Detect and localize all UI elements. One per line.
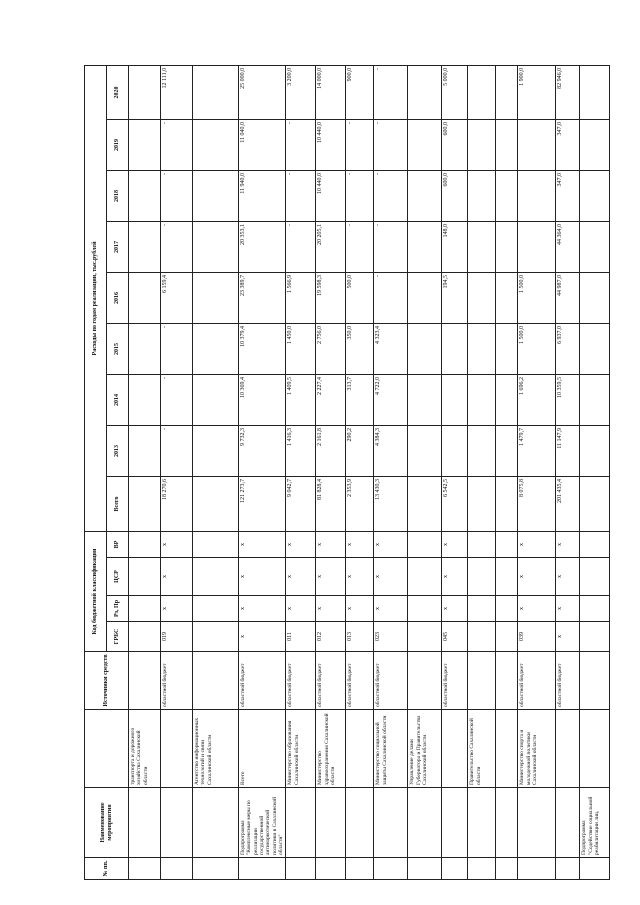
cell-2014: 10 369,4 — [239, 374, 286, 425]
cell-2013 — [129, 425, 161, 476]
cell-rzpr: х — [346, 596, 374, 622]
header-name: Наименование мероприятия — [85, 788, 129, 858]
cell-2014: 1 409,5 — [286, 374, 316, 425]
cell-2019: - — [161, 119, 193, 170]
header-year-2018: 2018 — [107, 170, 129, 221]
cell-csr: х — [556, 558, 580, 596]
cell-2013 — [408, 425, 442, 476]
cell-2018 — [580, 170, 610, 221]
cell-csr: х — [316, 558, 346, 596]
cell-csr: х — [161, 558, 193, 596]
cell-csr — [580, 558, 610, 596]
cell-source — [580, 652, 610, 710]
cell-executor: Министерство спорта и молодежной политики Сахалинской области — [518, 710, 556, 788]
cell-vr: х — [442, 531, 468, 557]
cell-2019: - — [346, 119, 374, 170]
cell-2019 — [518, 119, 556, 170]
cell-2020 — [580, 65, 610, 119]
cell-rzpr — [193, 596, 239, 622]
cell-vr: х — [518, 531, 556, 557]
cell-source — [193, 652, 239, 710]
cell-2017: - — [161, 221, 193, 272]
cell-2016 — [408, 272, 442, 323]
table-row — [556, 65, 580, 879]
table-row — [161, 65, 193, 879]
cell-2016: 1 500,0 — [518, 272, 556, 323]
cell-executor: Министерство здравоохранения Сахалинской области — [316, 710, 346, 788]
cell-rzpr — [408, 596, 442, 622]
cell-name — [193, 788, 239, 858]
table-row — [518, 65, 556, 879]
cell-2018: 347,0 — [556, 170, 580, 221]
cell-grbs — [193, 622, 239, 652]
table-body — [129, 65, 610, 879]
cell-2013: 1 479,7 — [518, 425, 556, 476]
cell-vr — [193, 531, 239, 557]
cell-executor — [580, 710, 610, 788]
cell-2018 — [518, 170, 556, 221]
cell-name — [468, 788, 496, 858]
cell-source — [468, 652, 496, 710]
cell-2020 — [468, 65, 496, 119]
cell-source — [408, 652, 442, 710]
cell-executor — [496, 710, 518, 788]
cell-2013 — [442, 425, 468, 476]
cell-2017: - — [346, 221, 374, 272]
cell-vr — [580, 531, 610, 557]
cell-vr: х — [239, 531, 286, 557]
header-grbs: ГРБС — [107, 622, 129, 652]
cell-rzpr — [496, 596, 518, 622]
cell-2016: - — [374, 272, 408, 323]
cell-grbs: 023 — [374, 622, 408, 652]
cell-2018: 11 940,0 — [239, 170, 286, 221]
cell-2013 — [468, 425, 496, 476]
cell-2019 — [408, 119, 442, 170]
cell-2016: 194,5 — [442, 272, 468, 323]
cell-executor: Управление делами Губернатора и Правительства Сахалинской области — [408, 710, 442, 788]
cell-name — [161, 788, 193, 858]
cell-no — [408, 858, 442, 880]
header-year-2015: 2015 — [107, 323, 129, 374]
cell-vr: х — [556, 531, 580, 557]
cell-2016: 1 566,9 — [286, 272, 316, 323]
table-row — [129, 65, 161, 879]
cell-2015: 350,0 — [346, 323, 374, 374]
cell-total: 81 828,4 — [316, 476, 346, 531]
cell-2019: 347,0 — [556, 119, 580, 170]
cell-2015 — [408, 323, 442, 374]
cell-total — [580, 476, 610, 531]
cell-executor: Агентство информационных технологий и связи Сахалинской области — [193, 710, 239, 788]
cell-2017: 20 353,1 — [239, 221, 286, 272]
cell-total: 9 042,7 — [286, 476, 316, 531]
cell-csr: х — [239, 558, 286, 596]
cell-csr — [193, 558, 239, 596]
header-executor — [85, 710, 129, 788]
cell-csr: х — [286, 558, 316, 596]
cell-total — [408, 476, 442, 531]
cell-2016 — [468, 272, 496, 323]
cell-grbs — [468, 622, 496, 652]
cell-2016 — [129, 272, 161, 323]
cell-2013: 1 416,3 — [286, 425, 316, 476]
header-year-2017: 2017 — [107, 221, 129, 272]
cell-csr: х — [442, 558, 468, 596]
cell-2016: 44 987,0 — [556, 272, 580, 323]
cell-2014 — [496, 374, 518, 425]
table-row — [374, 65, 408, 879]
cell-name — [408, 788, 442, 858]
cell-2013: - — [161, 425, 193, 476]
cell-2015: 1 450,0 — [286, 323, 316, 374]
cell-csr: х — [518, 558, 556, 596]
cell-2019 — [496, 119, 518, 170]
cell-2017: - — [286, 221, 316, 272]
cell-2019: - — [374, 119, 408, 170]
cell-total — [193, 476, 239, 531]
cell-2018: 10 440,0 — [316, 170, 346, 221]
cell-2015 — [442, 323, 468, 374]
cell-grbs: 011 — [286, 622, 316, 652]
cell-source: областной бюджет — [286, 652, 316, 710]
header-source: Источники средств — [85, 652, 129, 710]
cell-2018: - — [161, 170, 193, 221]
cell-vr — [408, 531, 442, 557]
cell-2017 — [496, 221, 518, 272]
table-row — [239, 65, 286, 879]
header-year-2016: 2016 — [107, 272, 129, 323]
cell-2020: 25 000,0 — [239, 65, 286, 119]
cell-csr — [408, 558, 442, 596]
cell-2020: 14 000,0 — [316, 65, 346, 119]
cell-2014: 2 227,4 — [316, 374, 346, 425]
cell-2015 — [193, 323, 239, 374]
cell-2014: 4 722,0 — [374, 374, 408, 425]
cell-2020: 900,0 — [346, 65, 374, 119]
cell-2015 — [468, 323, 496, 374]
header-csr: ЦСР — [107, 558, 129, 596]
cell-name — [496, 788, 518, 858]
cell-2015 — [129, 323, 161, 374]
cell-total — [129, 476, 161, 531]
cell-vr: х — [316, 531, 346, 557]
header-row-1 — [85, 65, 107, 879]
cell-source: областной бюджет — [518, 652, 556, 710]
cell-2020: - — [374, 65, 408, 119]
cell-vr — [468, 531, 496, 557]
cell-total — [468, 476, 496, 531]
cell-grbs: 019 — [161, 622, 193, 652]
cell-source: областной бюджет — [316, 652, 346, 710]
cell-csr — [468, 558, 496, 596]
cell-2013: 9 732,3 — [239, 425, 286, 476]
header-classification: Код бюджетной классификации — [85, 531, 107, 651]
cell-rzpr — [129, 596, 161, 622]
cell-2020: 1 900,0 — [518, 65, 556, 119]
cell-source: областной бюджет — [556, 652, 580, 710]
rotated-table-wrapper — [84, 65, 600, 880]
cell-2013 — [496, 425, 518, 476]
cell-no — [374, 858, 408, 880]
cell-total: 13 430,3 — [374, 476, 408, 531]
cell-2016: 19 598,3 — [316, 272, 346, 323]
cell-2019 — [129, 119, 161, 170]
cell-grbs — [580, 622, 610, 652]
cell-rzpr: х — [556, 596, 580, 622]
cell-2020 — [408, 65, 442, 119]
cell-2019 — [193, 119, 239, 170]
cell-source: областной бюджет — [442, 652, 468, 710]
cell-executor: Министерство образования Сахалинской области — [286, 710, 316, 788]
cell-source: областной бюджет — [374, 652, 408, 710]
cell-rzpr: х — [442, 596, 468, 622]
cell-2018 — [408, 170, 442, 221]
cell-grbs: х — [556, 622, 580, 652]
cell-2013 — [193, 425, 239, 476]
cell-csr — [129, 558, 161, 596]
cell-executor: Министерство социальной защиты Сахалинской области — [374, 710, 408, 788]
cell-2017: 148,0 — [442, 221, 468, 272]
cell-2015: 4 323,4 — [374, 323, 408, 374]
cell-name — [316, 788, 346, 858]
cell-2015 — [496, 323, 518, 374]
cell-2014 — [129, 374, 161, 425]
cell-vr: х — [161, 531, 193, 557]
header-year-2014: 2014 — [107, 374, 129, 425]
cell-2017: 44 364,0 — [556, 221, 580, 272]
header-year-2019: 2019 — [107, 119, 129, 170]
header-vr: ВР — [107, 531, 129, 557]
cell-grbs: 045 — [442, 622, 468, 652]
cell-no — [346, 858, 374, 880]
cell-grbs: х — [239, 622, 286, 652]
cell-executor — [161, 710, 193, 788]
cell-rzpr: х — [518, 596, 556, 622]
cell-vr: х — [286, 531, 316, 557]
cell-no — [239, 858, 286, 880]
cell-no — [193, 858, 239, 880]
cell-no — [161, 858, 193, 880]
cell-2019: 600,0 — [442, 119, 468, 170]
table-row — [468, 65, 496, 879]
budget-table — [84, 65, 610, 880]
cell-name — [129, 788, 161, 858]
cell-no — [496, 858, 518, 880]
cell-executor: Всего — [239, 710, 286, 788]
cell-2017 — [468, 221, 496, 272]
cell-2018: - — [346, 170, 374, 221]
cell-source: областной бюджет — [161, 652, 193, 710]
table-row — [286, 65, 316, 879]
cell-rzpr: х — [161, 596, 193, 622]
cell-rzpr: х — [239, 596, 286, 622]
cell-2019: 11 040,0 — [239, 119, 286, 170]
cell-vr: х — [346, 531, 374, 557]
cell-grbs: 013 — [346, 622, 374, 652]
cell-vr: х — [374, 531, 408, 557]
cell-grbs: 012 — [316, 622, 346, 652]
cell-2016 — [496, 272, 518, 323]
cell-total: 8 075,8 — [518, 476, 556, 531]
cell-2017 — [129, 221, 161, 272]
cell-2014: 1 696,2 — [518, 374, 556, 425]
cell-2017 — [408, 221, 442, 272]
cell-source: областной бюджет — [346, 652, 374, 710]
cell-rzpr: х — [374, 596, 408, 622]
cell-no — [316, 858, 346, 880]
cell-2016: 6 159,4 — [161, 272, 193, 323]
cell-2018 — [129, 170, 161, 221]
cell-no — [286, 858, 316, 880]
cell-rzpr: х — [286, 596, 316, 622]
cell-2018: - — [286, 170, 316, 221]
cell-2014: - — [161, 374, 193, 425]
cell-no — [580, 858, 610, 880]
cell-total — [496, 476, 518, 531]
cell-total: 6 542,5 — [442, 476, 468, 531]
cell-csr — [496, 558, 518, 596]
cell-executor — [346, 710, 374, 788]
cell-2015: - — [161, 323, 193, 374]
cell-name — [346, 788, 374, 858]
cell-grbs — [129, 622, 161, 652]
cell-2018: 600,0 — [442, 170, 468, 221]
cell-no — [556, 858, 580, 880]
cell-total: 121 273,7 — [239, 476, 286, 531]
cell-2014 — [193, 374, 239, 425]
cell-2017 — [518, 221, 556, 272]
cell-2020 — [496, 65, 518, 119]
cell-2017: 20 205,1 — [316, 221, 346, 272]
cell-2020 — [129, 65, 161, 119]
cell-2020 — [193, 65, 239, 119]
cell-2014 — [580, 374, 610, 425]
cell-name — [442, 788, 468, 858]
cell-no — [468, 858, 496, 880]
cell-no — [518, 858, 556, 880]
cell-2014 — [468, 374, 496, 425]
cell-2016 — [580, 272, 610, 323]
table-row — [408, 65, 442, 879]
cell-2015: 1 500,0 — [518, 323, 556, 374]
cell-name: Подпрограмма "Содействие социальной реабилитации лиц, — [580, 788, 610, 858]
cell-2020: 82 946,0 — [556, 65, 580, 119]
cell-executor — [556, 710, 580, 788]
cell-grbs: 039 — [518, 622, 556, 652]
table-row — [442, 65, 468, 879]
cell-2020: 5 000,0 — [442, 65, 468, 119]
table-row — [193, 65, 239, 879]
cell-2020: 3 200,0 — [286, 65, 316, 119]
cell-source: областной бюджет — [239, 652, 286, 710]
cell-2014: 313,7 — [346, 374, 374, 425]
table-row — [580, 65, 610, 879]
cell-2020: 12 111,0 — [161, 65, 193, 119]
cell-2017 — [193, 221, 239, 272]
cell-no — [129, 858, 161, 880]
cell-2017 — [580, 221, 610, 272]
cell-name — [556, 788, 580, 858]
cell-2013: 4 384,3 — [374, 425, 408, 476]
cell-grbs — [408, 622, 442, 652]
cell-2015: 2 756,0 — [316, 323, 346, 374]
cell-2018 — [193, 170, 239, 221]
cell-vr — [496, 531, 518, 557]
cell-executor: транспорта и дорожного хозяйства Сахалинской области — [129, 710, 161, 788]
cell-rzpr: х — [316, 596, 346, 622]
cell-2015: 10 379,4 — [239, 323, 286, 374]
cell-2019 — [580, 119, 610, 170]
cell-2014: 10 359,5 — [556, 374, 580, 425]
cell-name: Подпрограмма "Комплексные меры по реализации государственной антинаркотической политики в Сахалинской области" — [239, 788, 286, 858]
cell-2014 — [408, 374, 442, 425]
cell-2018: - — [374, 170, 408, 221]
cell-2019 — [468, 119, 496, 170]
cell-2019: 10 440,0 — [316, 119, 346, 170]
cell-2016 — [193, 272, 239, 323]
cell-rzpr — [468, 596, 496, 622]
cell-csr: х — [346, 558, 374, 596]
header-rzpr: Рз, Пр — [107, 596, 129, 622]
cell-csr: х — [374, 558, 408, 596]
cell-grbs — [496, 622, 518, 652]
header-total: Всего — [107, 476, 129, 531]
cell-executor — [442, 710, 468, 788]
header-year-2020: 2020 — [107, 65, 129, 119]
cell-name — [374, 788, 408, 858]
cell-executor: Правительство Сахалинской области — [468, 710, 496, 788]
cell-no — [442, 858, 468, 880]
cell-total: 201 435,4 — [556, 476, 580, 531]
table-row — [346, 65, 374, 879]
cell-2017: - — [374, 221, 408, 272]
cell-2019: - — [286, 119, 316, 170]
cell-2013 — [580, 425, 610, 476]
cell-name — [286, 788, 316, 858]
table-row — [316, 65, 346, 879]
cell-2016: 23 389,7 — [239, 272, 286, 323]
header-no: № пп. — [85, 858, 129, 880]
cell-rzpr — [580, 596, 610, 622]
cell-2015: 6 937,0 — [556, 323, 580, 374]
cell-total: 2 353,9 — [346, 476, 374, 531]
cell-source — [129, 652, 161, 710]
cell-2015 — [580, 323, 610, 374]
header-expenses: Расходы по годам реализации, тыс.рублей — [85, 65, 107, 531]
table-row — [496, 65, 518, 879]
cell-name — [518, 788, 556, 858]
cell-2014 — [442, 374, 468, 425]
cell-2018 — [496, 170, 518, 221]
cell-2013: 2 161,8 — [316, 425, 346, 476]
cell-2016: 500,0 — [346, 272, 374, 323]
cell-total: 18 270,6 — [161, 476, 193, 531]
cell-vr — [129, 531, 161, 557]
cell-2013: 290,2 — [346, 425, 374, 476]
cell-source — [496, 652, 518, 710]
cell-2013: 11 147,9 — [556, 425, 580, 476]
cell-2018 — [468, 170, 496, 221]
header-year-2013: 2013 — [107, 425, 129, 476]
